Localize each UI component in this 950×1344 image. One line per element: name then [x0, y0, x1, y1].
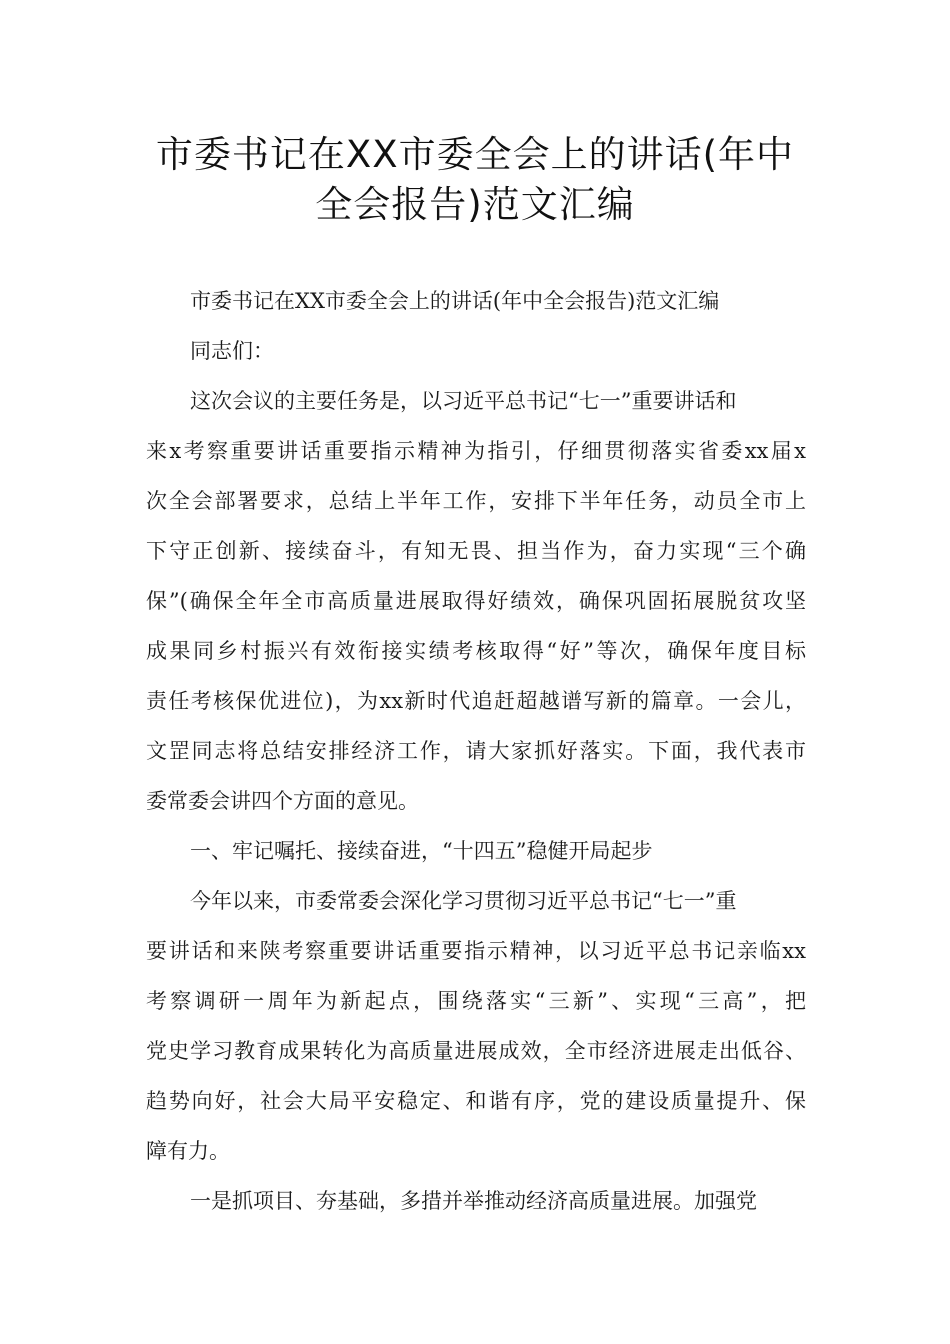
paragraph-2-line: 要讲话和来陕考察重要讲话重要指示精神，以习近平总书记亲临xx	[146, 939, 806, 963]
section-heading-1: 一、牢记嘱托、接续奋进，“十四五”稳健开局起步	[190, 839, 653, 863]
paragraph-1-line: 次全会部署要求，总结上半年工作，安排下半年任务，动员全市上	[146, 489, 806, 513]
paragraph-1-line: 下守正创新、接续奋斗，有知无畏、担当作为，奋力实现“三个确	[146, 539, 806, 563]
paragraph-1-line: 成果同乡村振兴有效衔接实绩考核取得“好”等次，确保年度目标	[146, 639, 806, 663]
paragraph-2-line: 党史学习教育成果转化为高质量进展成效，全市经济进展走出低谷、	[146, 1039, 806, 1063]
paragraph-2-line: 考察调研一周年为新起点，围绕落实“三新”、实现“三高”，把	[146, 989, 806, 1013]
paragraph-1-line: 委常委会讲四个方面的意见。	[146, 789, 419, 813]
paragraph-2-line: 障有力。	[146, 1139, 230, 1163]
paragraph-1-line: 来x考察重要讲话重要指示精神为指引，仔细贯彻落实省委xx届x	[146, 439, 806, 463]
paragraph-2-line: 今年以来，市委常委会深化学习贯彻习近平总书记“七一”重	[190, 889, 737, 913]
paragraph-2-line: 趋势向好，社会大局平安稳定、和谐有序，党的建设质量提升、保	[146, 1089, 806, 1113]
paragraph-1-line: 责任考核保优进位)，为xx新时代追赶超越谱写新的篇章。一会儿，	[146, 689, 806, 713]
document-title-line-1: 市委书记在XX市委全会上的讲话(年中	[155, 133, 795, 176]
paragraph-1-line: 保”(确保全年全市高质量进展取得好绩效，确保巩固拓展脱贫攻坚	[146, 589, 806, 613]
paragraph-3-line: 一是抓项目、夯基础，多措并举推动经济高质量进展。加强党	[190, 1189, 757, 1213]
paragraph-1-line: 这次会议的主要任务是，以习近平总书记“七一”重要讲话和	[190, 389, 737, 413]
document-title-line-2: 全会报告)范文汇编	[315, 183, 635, 226]
salutation: 同志们：	[190, 339, 274, 363]
subtitle-line: 市委书记在XX市委全会上的讲话(年中全会报告)范文汇编	[190, 289, 720, 313]
paragraph-1-line: 文罡同志将总结安排经济工作，请大家抓好落实。下面，我代表市	[146, 739, 806, 763]
